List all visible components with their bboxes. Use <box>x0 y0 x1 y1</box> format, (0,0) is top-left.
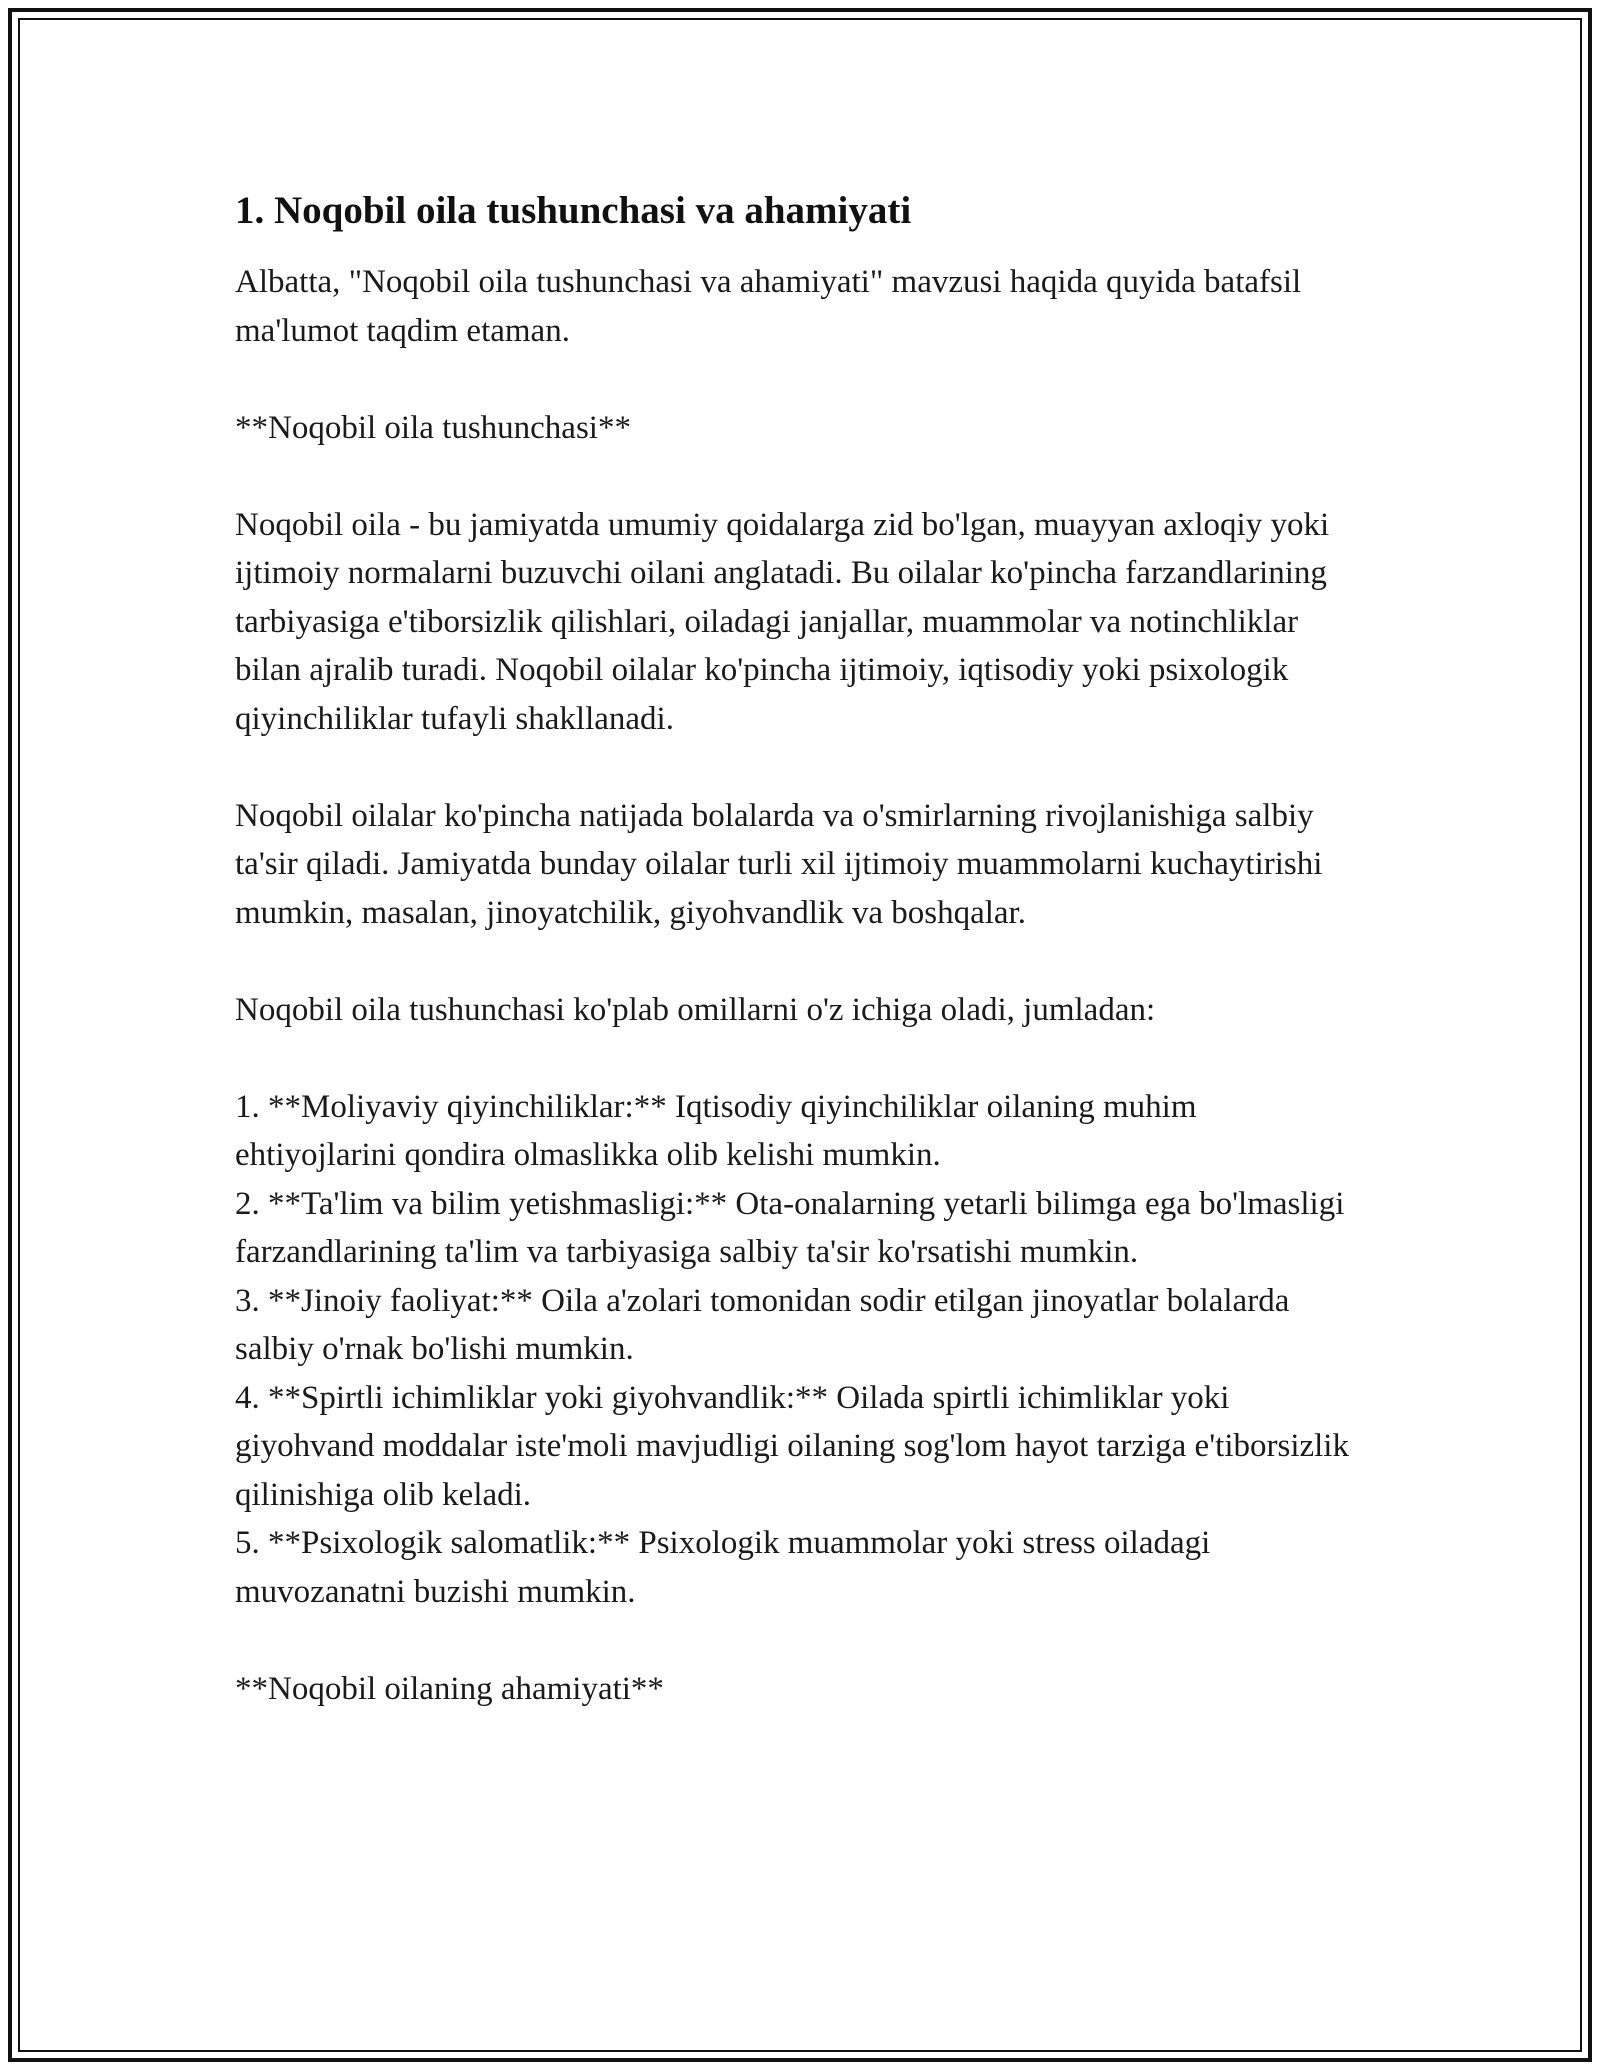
effects-paragraph: Noqobil oilalar ko'pincha natijada bolalarda va o'smirlarning rivojlanishiga salbiy ta'sir qiladi. Jamiyatda bunday oilalar turli xil ijtimoiy muammolarni kuchaytirishi mumkin, masalan, jinoyatchilik, giyohvandlik va boshqalar. <box>235 797 1323 931</box>
definition-paragraph: Noqobil oila - bu jamiyatda umumiy qoidalarga zid bo'lgan, muayyan axloqiy yoki ijtimoiy normalarni buzuvchi oilani anglatadi. Bu oilalar ko'pincha farzandlarining tarbiyasiga e'tiborsizlik qilishlari, oiladagi janjallar, muammolar va notinchliklar bilan ajralib turadi. Noqobil oilalar ko'pincha ijtimoiy, iqtisodiy yoki psixologik qiyinchiliklar tufayli shakllanadi. <box>235 506 1330 737</box>
intro-paragraph: Albatta, "Noqobil oila tushunchasi va ahamiyati" mavzusi haqida quyida batafsil ma'lumot taqdim etaman. <box>235 264 1302 349</box>
factor-item-criminal: 3. **Jinoiy faoliyat:** Oila a'zolari tomonidan sodir etilgan jinoyatlar bolalarda salbiy o'rnak bo'lishi mumkin. <box>235 1282 1290 1367</box>
factor-item-education: 2. **Ta'lim va bilim yetishmasligi:** Ota-onalarning yetarli bilimga ega bo'lmasligi farzandlarining ta'lim va tarbiyasiga salbiy ta'sir ko'rsatishi mumkin. <box>235 1185 1345 1270</box>
section-heading-importance: **Noqobil oilaning ahamiyati** <box>235 1670 664 1707</box>
page-title: 1. Noqobil oila tushunchasi va ahamiyati <box>235 189 912 232</box>
factor-item-psychological: 5. **Psixologik salomatlik:** Psixologik muammolar yoki stress oiladagi muvozanatni buzishi mumkin. <box>235 1525 1211 1610</box>
section-heading-concept: **Noqobil oila tushunchasi** <box>235 409 631 446</box>
document-body <box>235 186 1365 1762</box>
factors-list <box>235 1083 1365 1617</box>
factor-item-substance: 4. **Spirtli ichimliklar yoki giyohvandlik:** Oilada spirtli ichimliklar yoki giyohvand moddalar iste'moli mavjudligi oilaning sog'lom hayot tarziga e'tiborsizlik qilinishiga olib keladi. <box>235 1379 1349 1513</box>
factors-intro-paragraph: Noqobil oila tushunchasi ko'plab omillarni o'z ichiga oladi, jumladan: <box>235 991 1156 1028</box>
factor-item-financial: 1. **Moliyaviy qiyinchiliklar:** Iqtisodiy qiyinchiliklar oilaning muhim ehtiyojlarini qondira olmaslikka olib kelishi mumkin. <box>235 1088 1197 1173</box>
